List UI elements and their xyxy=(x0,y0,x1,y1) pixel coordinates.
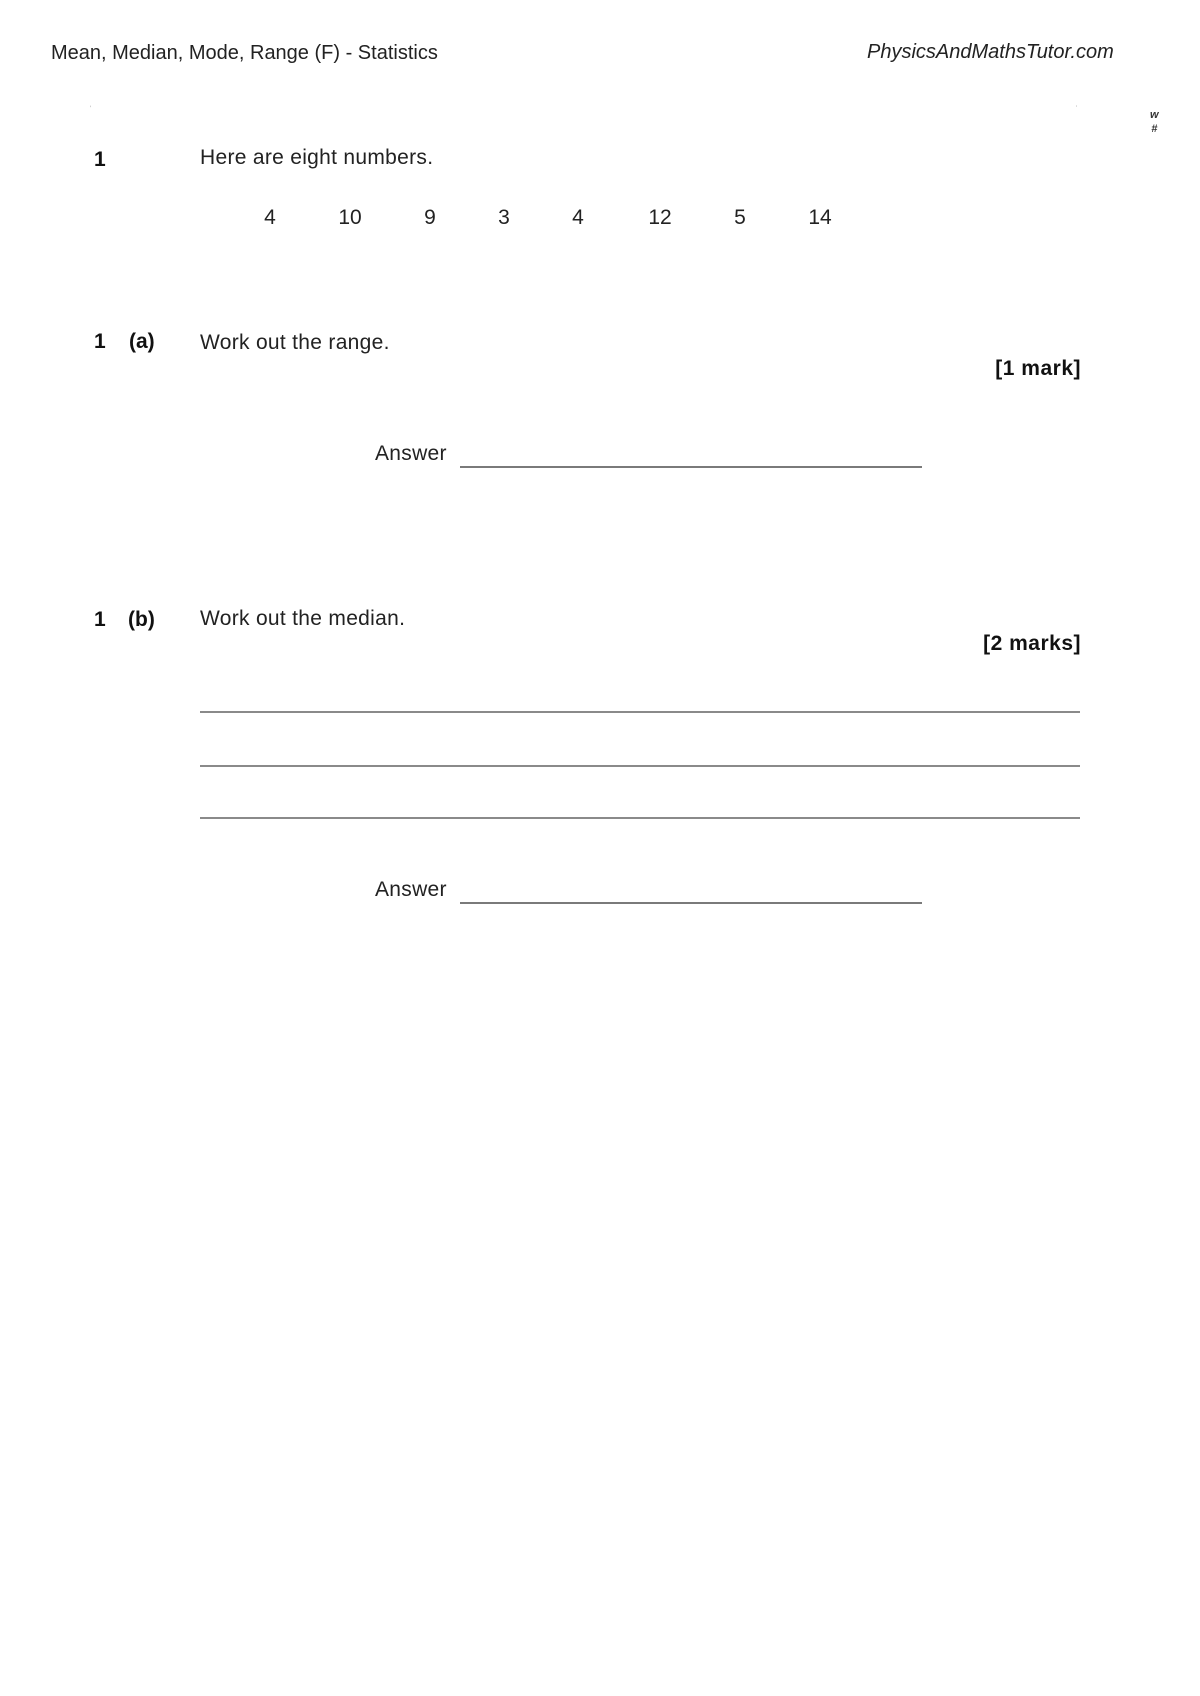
part-b-answer-label: Answer xyxy=(375,878,447,901)
part-a-label: (a) xyxy=(129,330,155,353)
corner-marks: w # xyxy=(1150,109,1159,135)
working-line[interactable] xyxy=(200,817,1080,819)
question-number: 1 xyxy=(94,148,106,171)
part-a-number: 1 xyxy=(94,330,106,353)
working-line[interactable] xyxy=(200,765,1080,767)
registration-tick-right: ’ xyxy=(1076,106,1078,112)
part-b-label: (b) xyxy=(128,608,155,631)
part-b-text: Work out the median. xyxy=(200,607,406,630)
number-item: 10 xyxy=(338,206,362,229)
part-a-answer-field[interactable] xyxy=(460,466,922,468)
part-b-number: 1 xyxy=(94,608,106,631)
number-item: 14 xyxy=(808,206,832,229)
part-b-marks: [2 marks] xyxy=(983,632,1081,655)
registration-tick-left: ‘ xyxy=(90,106,92,112)
question-intro: Here are eight numbers. xyxy=(200,146,434,169)
part-a-text: Work out the range. xyxy=(200,331,390,354)
number-item: 4 xyxy=(264,206,276,229)
number-item: 12 xyxy=(648,206,672,229)
page-header-site: PhysicsAndMathsTutor.com xyxy=(867,41,1114,63)
number-item: 9 xyxy=(424,206,436,229)
part-a-marks: [1 mark] xyxy=(995,357,1081,380)
part-b-answer-field[interactable] xyxy=(460,902,922,904)
page-header-title: Mean, Median, Mode, Range (F) - Statistics xyxy=(51,42,438,64)
number-item: 4 xyxy=(572,206,584,229)
number-item: 3 xyxy=(498,206,510,229)
working-line[interactable] xyxy=(200,711,1080,713)
part-a-answer-label: Answer xyxy=(375,442,447,465)
number-item: 5 xyxy=(734,206,746,229)
